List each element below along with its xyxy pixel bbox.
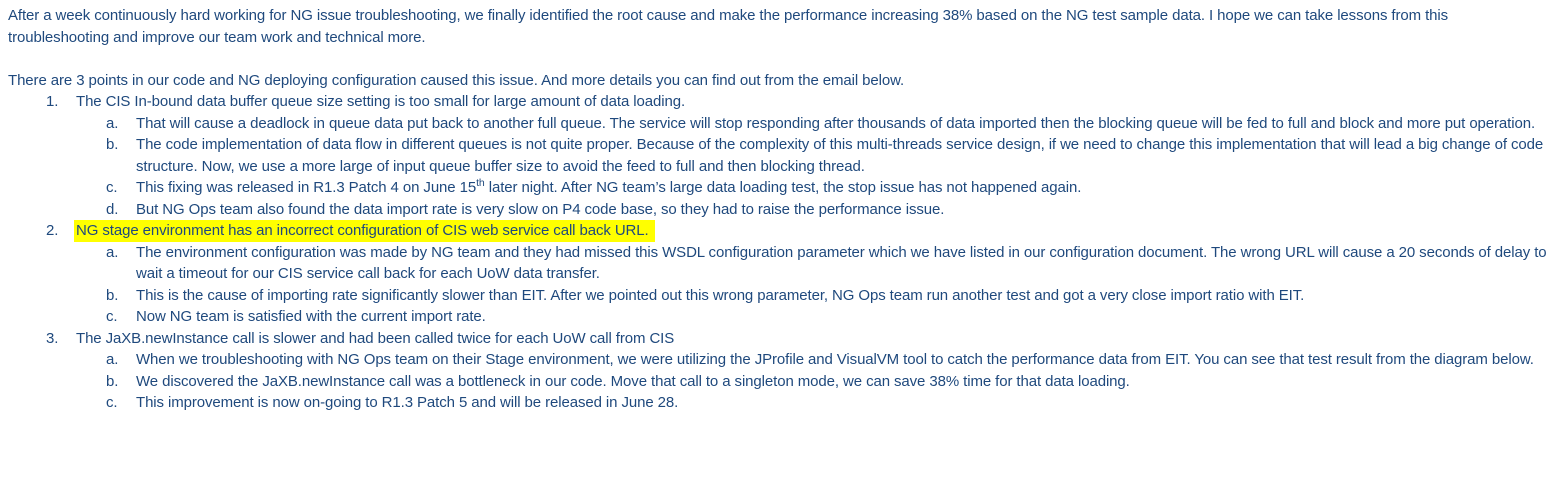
list-item-2c	[8, 306, 1548, 328]
list-item-text: The JaXB.newInstance call is slower and had been called twice for each UoW call from CIS	[76, 329, 675, 347]
list-item-3a	[8, 349, 1548, 371]
list-item-3b	[8, 371, 1548, 393]
list-marker: b.	[106, 372, 119, 390]
list-item-2a	[8, 242, 1548, 285]
list-item-1d	[8, 199, 1548, 221]
list-item-text	[136, 177, 1548, 199]
list-item-2	[8, 220, 1548, 242]
list-marker: 3.	[46, 329, 59, 347]
list-marker: d.	[106, 200, 119, 218]
list-marker: c.	[106, 179, 118, 196]
list-item-1c	[8, 177, 1548, 199]
list-item-text	[76, 220, 1548, 242]
list-marker: a.	[106, 243, 119, 261]
list-item-text: The environment configuration was made by NG team and they had missed this WSDL configuration parameter which we have listed in our configuration document. The wrong URL will cause a 20 seconds of delay to wait a timeout for our CIS service call back for each UoW data transfer.	[136, 243, 1547, 282]
list-item-text: Now NG team is satisfied with the current import rate.	[136, 308, 486, 325]
list-item-text: The code implementation of data flow in different queues is not quite proper. Because of the complexity of this multi-threads service design, if we need to change this implementation that will lead a big change of code structure. Now, we use a more large of input queue buffer size to avoid the feed to full and then blocking thread.	[136, 136, 1544, 175]
list-item-2b	[8, 285, 1548, 307]
intro-paragraph: After a week continuously hard working for NG issue troubleshooting, we finally identified the root cause and make the performance increasing 38% based on the NG test sample data. I hope we can take lessons from this troubleshooting and improve our team work and technical more.	[8, 7, 1449, 46]
list-item-text: This improvement is now on-going to R1.3 Patch 5 and will be released in June 28.	[136, 394, 679, 411]
list-marker: c.	[106, 308, 118, 325]
list-item-1a	[8, 113, 1548, 135]
text-after-superscript: later night. After NG team’s large data loading test, the stop issue has not happened again.	[484, 179, 1082, 196]
list-item-text: This is the cause of importing rate significantly slower than EIT. After we pointed out this wrong parameter, NG Ops team run another test and got a very close import ratio with EIT.	[136, 286, 1305, 304]
list-marker: c.	[106, 394, 118, 411]
list-marker: a.	[106, 351, 119, 368]
list-item-text: The CIS In-bound data buffer queue size setting is too small for large amount of data loading.	[76, 93, 686, 110]
points-intro-paragraph: There are 3 points in our code and NG deploying configuration caused this issue. And more details you can find out from the email below.	[8, 71, 905, 89]
text-before-superscript: This fixing was released in R1.3 Patch 4 on June 15	[136, 179, 477, 196]
list-item-text: But NG Ops team also found the data import rate is very slow on P4 code base, so they had to raise the performance issue.	[136, 200, 945, 218]
list-marker: b.	[106, 136, 119, 153]
superscript-ordinal: th	[476, 177, 485, 189]
list-marker: a.	[106, 114, 119, 132]
highlighted-text: NG stage environment has an incorrect configuration of CIS web service call back URL.	[74, 220, 655, 242]
list-item-text: When we troubleshooting with NG Ops team on their Stage environment, we were utilizing the JProfile and VisualVM tool to catch the performance data from EIT. You can see that test result from the diagram below.	[136, 351, 1534, 368]
list-marker: b.	[106, 286, 119, 304]
list-item-text: That will cause a deadlock in queue data put back to another full queue. The service will stop responding after thousands of data imported then the blocking queue will be fed to full and block and more put operation.	[136, 114, 1536, 132]
list-item-1b	[8, 134, 1548, 177]
list-marker: 1.	[46, 93, 59, 110]
list-item-3c	[8, 392, 1548, 414]
blank-line	[8, 48, 1548, 70]
list-item-3	[8, 328, 1548, 350]
list-item-1	[8, 91, 1548, 113]
list-item-text: We discovered the JaXB.newInstance call was a bottleneck in our code. Move that call to a singleton mode, we can save 38% time for that data loading.	[136, 372, 1130, 390]
list-marker: 2.	[46, 222, 59, 239]
